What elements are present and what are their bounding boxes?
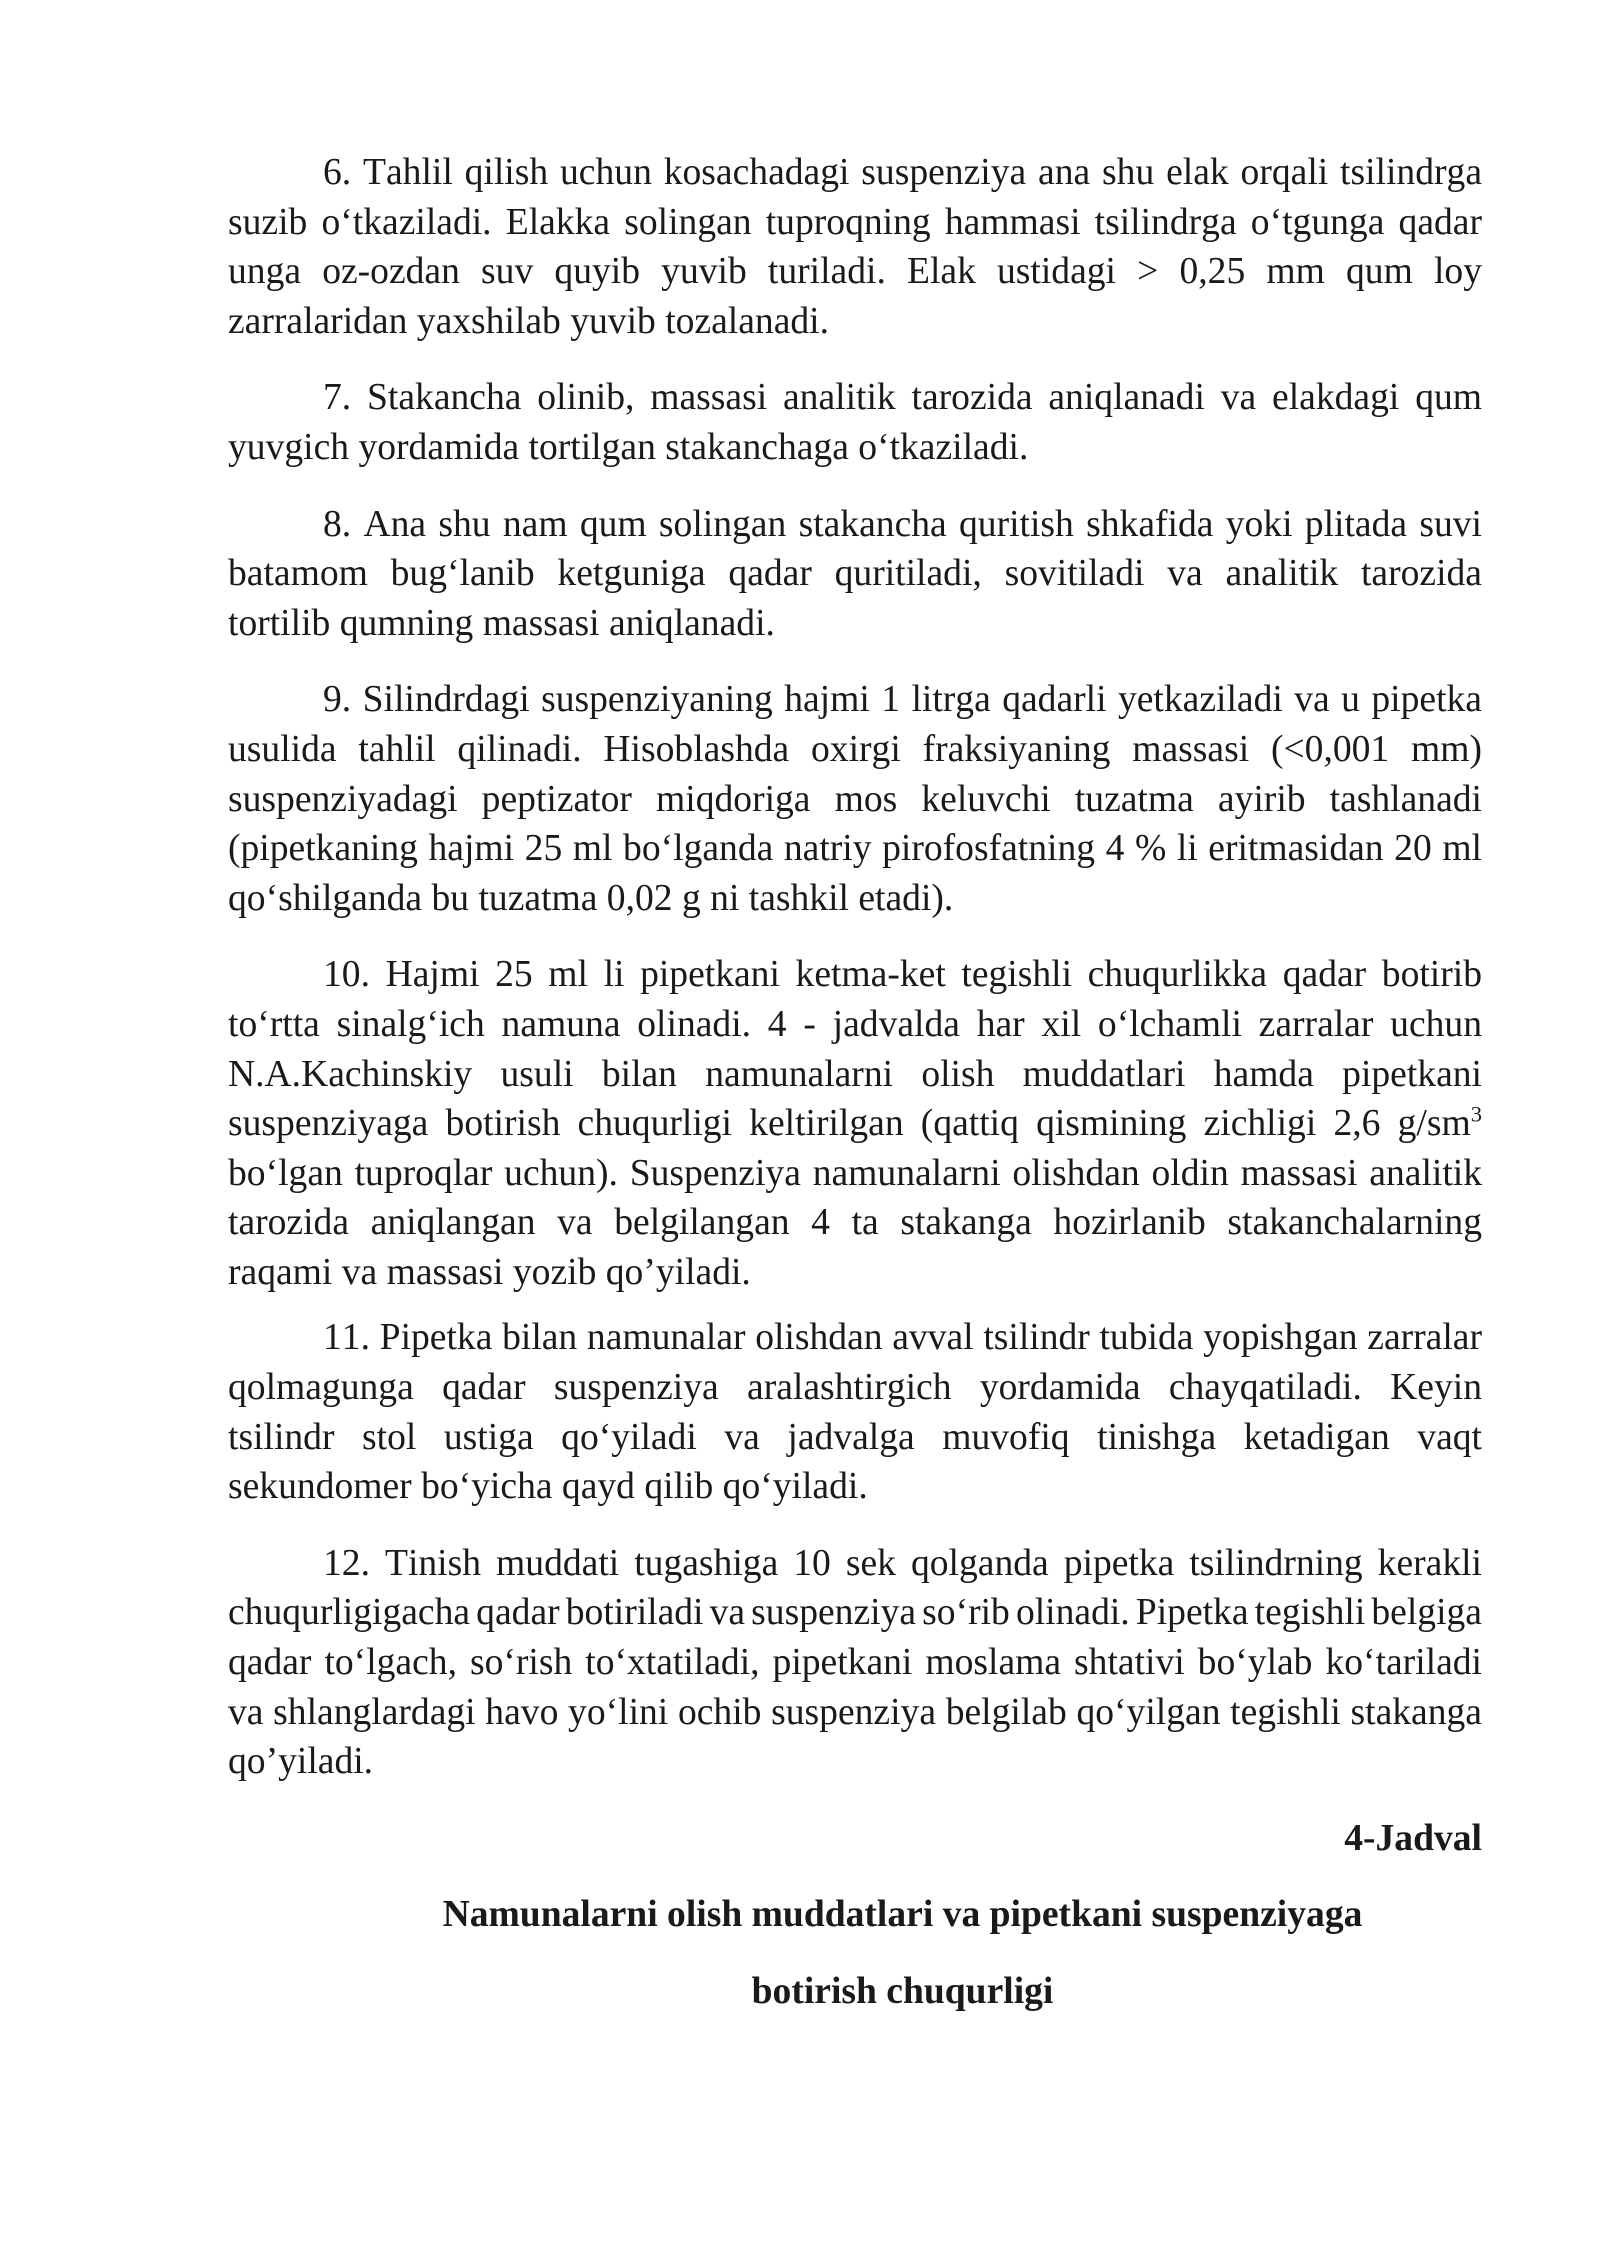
text-line: 10. Hajmi 25 ml li pipetkani ketma-ket tegishli chuqurlikka qadar botirib (323, 954, 1482, 996)
paragraph-8 (228, 500, 1482, 649)
text-line: tsilindr stol ustiga qo‘yiladi va jadvalga muvofiq tinishga ketadigan vaqt (228, 1416, 1482, 1458)
text-line: yuvgich yordamida tortilgan stakanchaga o‘tkaziladi. (228, 426, 1029, 468)
text-line: tarozida aniqlangan va belgilangan 4 ta stakanga hozirlanib stakanchalarning (228, 1202, 1482, 1244)
text-line: to‘rtta sinalg‘ich namuna olinadi. 4 - jadvalda har xil o‘lchamli zarralar uchun (228, 1003, 1482, 1045)
text-line: qadar to‘lgach, so‘rish to‘xtatiladi, pipetkani moslama shtativi bo‘ylab ko‘tariladi (228, 1642, 1482, 1684)
text-line: zarralaridan yaxshilab yuvib tozalanadi. (228, 300, 829, 342)
text-line: 7. Stakancha olinib, massasi analitik tarozida aniqlanadi va elakdagi qum (323, 377, 1482, 419)
paragraph-7 (228, 373, 1482, 472)
text-line: qo‘shilganda bu tuzatma 0,02 g ni tashkil etadi). (228, 877, 954, 919)
table-label: 4-Jadval (1344, 1817, 1482, 1859)
text-line: unga oz-ozdan suv quyib yuvib turiladi. Elak ustidagi > 0,25 mm qum loy (228, 251, 1482, 293)
paragraph-10 (228, 950, 1482, 1297)
paragraph-6 (228, 148, 1482, 346)
text-line: chuqurligigacha qadar botiriladi va suspenziya so‘rib olinadi. Pipetka tegishli belgiga (228, 1592, 1482, 1634)
text-line: tortilib qumning massasi aniqlanadi. (228, 602, 775, 644)
text-line: qolmagunga qadar suspenziya aralashtirgich yordamida chayqatiladi. Keyin (228, 1367, 1482, 1409)
text-line: usulida tahlil qilinadi. Hisoblashda oxirgi fraksiyaning massasi (<0,001 mm) (228, 728, 1482, 770)
text-line: suzib o‘tkaziladi. Elakka solingan tuproqning hammasi tsilindrga o‘tgunga qadar (228, 201, 1482, 243)
text-line: 8. Ana shu nam qum solingan stakancha quritish shkafida yoki plitada suvi (323, 503, 1482, 545)
table-title-line: botirish chuqurligi (751, 1971, 1054, 2012)
text-line: (pipetkaning hajmi 25 ml bo‘lganda natriy pirofosfatning 4 % li eritmasidan 20 ml (228, 828, 1482, 870)
superscript: 3 (1470, 1101, 1482, 1127)
text-line: 9. Silindrdagi suspenziyaning hajmi 1 litrga qadarli yetkaziladi va u pipetka (323, 679, 1482, 721)
text-line: va shlanglardagi havo yo‘lini ochib suspenziya belgilab qo‘yilgan tegishli stakanga (228, 1691, 1482, 1733)
table-title-line: Namunalarni olish muddatlari va pipetkani suspenziyaga (442, 1894, 1363, 1936)
text-line (228, 1099, 1482, 1149)
text-line: suspenziyadagi peptizator miqdoriga mos keluvchi tuzatma ayirib tashlanadi (228, 778, 1482, 820)
text-line: 6. Tahlil qilish uchun kosachadagi suspenziya ana shu elak orqali tsilindrga (323, 152, 1482, 193)
text-line: qo’yiladi. (228, 1741, 374, 1783)
text-line: 12. Tinish muddati tugashiga 10 sek qolganda pipetka tsilindrning kerakli (323, 1542, 1482, 1584)
text-line: N.A.Kachinskiy usuli bilan namunalarni olish muddatlari hamda pipetkani (228, 1053, 1482, 1095)
paragraph-9 (228, 675, 1482, 923)
paragraph-11 (228, 1313, 1482, 1511)
text-line: 11. Pipetka bilan namunalar olishdan avval tsilindr tubida yopishgan zarralar (323, 1317, 1482, 1359)
paragraph-12 (228, 1539, 1482, 1787)
text-line: batamom bug‘lanib ketguniga qadar quritiladi, sovitiladi va analitik tarozida (228, 553, 1482, 595)
text-line: raqami va massasi yozib qo’yiladi. (228, 1251, 751, 1293)
text-line-content: suspenziyaga botirish chuqurligi keltirilgan (qattiq qismining zichligi 2,6 g/sm (228, 1103, 1471, 1145)
text-line: sekundomer bo‘yicha qayd qilib qo‘yiladi. (228, 1466, 868, 1508)
text-line: bo‘lgan tuproqlar uchun). Suspenziya namunalarni olishdan oldin massasi analitik (228, 1152, 1482, 1194)
